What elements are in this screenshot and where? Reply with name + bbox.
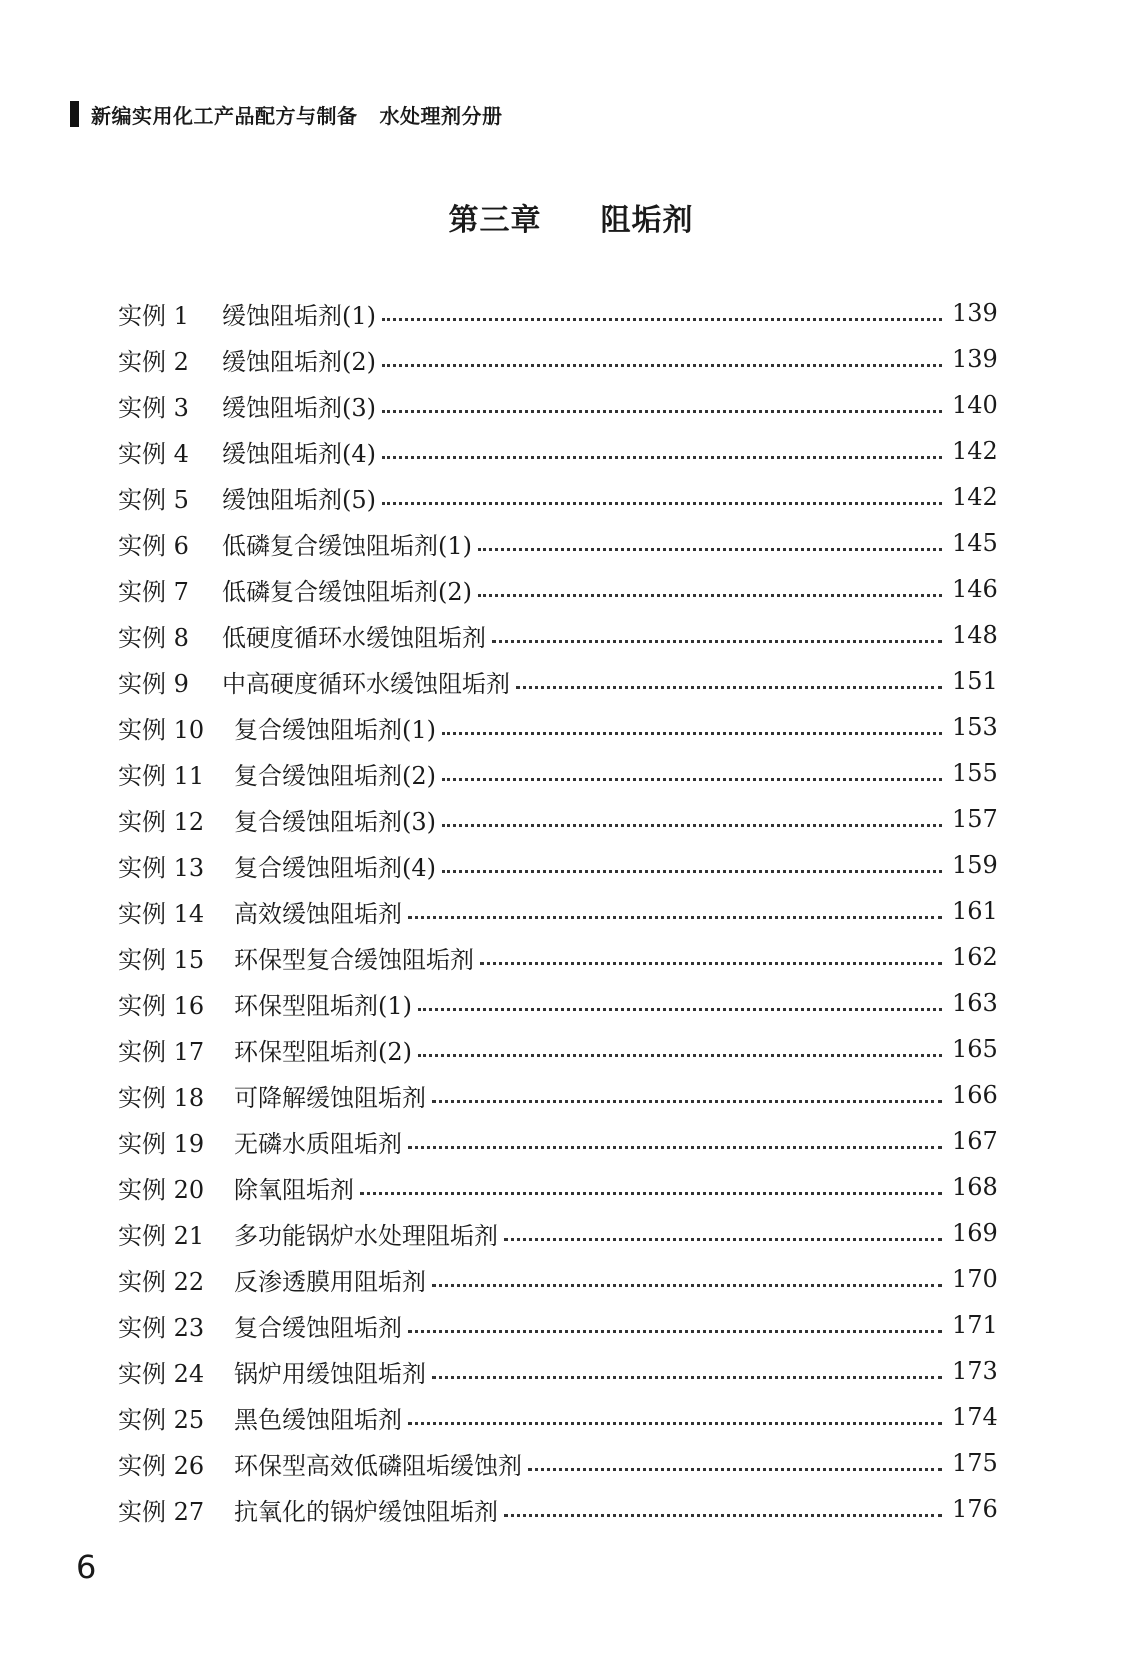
toc-entry-page: 140 [952,391,998,419]
toc-entry-number: 实例 12 [118,807,205,836]
toc-entry-number: 实例 7 [118,577,189,606]
toc-entry-title: 缓蚀阻垢剂(2) [222,347,376,376]
toc-dot-leader [442,869,942,873]
toc-entry-page: 146 [952,575,998,603]
toc-entry[interactable] [118,612,996,658]
toc-entry-title: 环保型高效低磷阻垢缓蚀剂 [234,1451,522,1480]
toc-entry[interactable] [118,750,996,796]
toc-entry-page: 139 [952,345,998,373]
toc-entry[interactable] [118,1210,996,1256]
toc-entry[interactable] [118,1394,996,1440]
toc-entry-page: 170 [952,1265,998,1293]
toc-dot-leader [382,455,942,459]
toc-entry-title: 抗氧化的锅炉缓蚀阻垢剂 [234,1497,498,1526]
toc-entry-title: 环保型阻垢剂(1) [234,991,412,1020]
toc-dot-leader [432,1283,942,1287]
toc-entry[interactable] [118,428,996,474]
toc-dot-leader [360,1191,942,1195]
book-title: 新编实用化工产品配方与制备 [91,103,358,128]
toc-entry-page: 155 [952,759,998,787]
toc-dot-leader [504,1513,942,1517]
toc-entry-number: 实例 23 [118,1313,205,1342]
toc-entry-title: 除氧阻垢剂 [234,1175,354,1204]
toc-dot-leader [504,1237,942,1241]
toc-entry-title: 缓蚀阻垢剂(5) [222,485,376,514]
toc-entry-title: 缓蚀阻垢剂(4) [222,439,376,468]
toc-entry-number: 实例 4 [118,439,189,468]
toc-entry[interactable] [118,1440,996,1486]
toc-entry-page: 171 [952,1311,998,1339]
toc-entry-page: 153 [952,713,998,741]
toc-dot-leader [408,1329,942,1333]
running-header [70,100,503,128]
toc-entry-number: 实例 21 [118,1221,205,1250]
toc-entry-page: 148 [952,621,998,649]
toc-entry-number: 实例 15 [118,945,205,974]
toc-entry-title: 多功能锅炉水处理阻垢剂 [234,1221,498,1250]
toc-entry-number: 实例 25 [118,1405,205,1434]
toc-entry-number: 实例 3 [118,393,189,422]
toc-entry-title: 可降解缓蚀阻垢剂 [234,1083,426,1112]
toc-entry[interactable] [118,1118,996,1164]
toc-entry-title: 复合缓蚀阻垢剂(2) [234,761,436,790]
toc-entry-number: 实例 5 [118,485,189,514]
toc-entry-page: 142 [952,437,998,465]
toc-entry-page: 145 [952,529,998,557]
toc-dot-leader [408,915,942,919]
toc-entry-number: 实例 6 [118,531,189,560]
toc-entry-title: 锅炉用缓蚀阻垢剂 [234,1359,426,1388]
toc-dot-leader [432,1375,942,1379]
toc-entry-number: 实例 22 [118,1267,205,1296]
toc-entry[interactable] [118,290,996,336]
toc-dot-leader [480,961,942,965]
toc-entry-number: 实例 2 [118,347,189,376]
toc-entry-number: 实例 13 [118,853,205,882]
toc-entry[interactable] [118,934,996,980]
chapter-heading [0,195,1142,239]
toc-entry-title: 复合缓蚀阻垢剂(4) [234,853,436,882]
toc-entry-page: 151 [952,667,998,695]
toc-entry[interactable] [118,1164,996,1210]
toc-entry-page: 174 [952,1403,998,1431]
toc-dot-leader [382,501,942,505]
toc-entry-page: 139 [952,299,998,327]
toc-entry-title: 复合缓蚀阻垢剂(1) [234,715,436,744]
toc-entry-page: 176 [952,1495,998,1523]
toc-entry[interactable] [118,474,996,520]
toc-entry-title: 无磷水质阻垢剂 [234,1129,402,1158]
toc-entry-number: 实例 14 [118,899,205,928]
toc-entry-title: 低磷复合缓蚀阻垢剂(1) [222,531,472,560]
toc-entry[interactable] [118,980,996,1026]
toc-entry-title: 缓蚀阻垢剂(3) [222,393,376,422]
toc-entry[interactable] [118,1256,996,1302]
toc-entry-number: 实例 27 [118,1497,205,1526]
toc-dot-leader [432,1099,942,1103]
toc-dot-leader [382,363,942,367]
toc-entry-page: 161 [952,897,998,925]
header-bar-mark [70,101,79,127]
toc-dot-leader [382,317,942,321]
toc-entry-title: 黑色缓蚀阻垢剂 [234,1405,402,1434]
toc-entry-title: 高效缓蚀阻垢剂 [234,899,402,928]
volume-title: 水处理剂分册 [379,103,503,128]
toc-dot-leader [442,823,942,827]
toc-entry-number: 实例 17 [118,1037,205,1066]
toc-dot-leader [418,1053,942,1057]
toc-entry-number: 实例 16 [118,991,205,1020]
toc-entry-title: 低磷复合缓蚀阻垢剂(2) [222,577,472,606]
toc-dot-leader [516,685,942,689]
toc-entry-title: 中高硬度循环水缓蚀阻垢剂 [222,669,510,698]
toc-entry[interactable] [118,1302,996,1348]
toc-dot-leader [478,547,942,551]
toc-entry-number: 实例 9 [118,669,189,698]
toc-dot-leader [442,731,942,735]
toc-dot-leader [382,409,942,413]
toc-entry-number: 实例 26 [118,1451,205,1480]
toc-entry[interactable] [118,704,996,750]
toc-entry-number: 实例 10 [118,715,205,744]
toc-entry-number: 实例 11 [118,761,205,790]
toc-dot-leader [418,1007,942,1011]
toc-entry[interactable] [118,1348,996,1394]
toc-entry[interactable] [118,1072,996,1118]
toc-entry-page: 173 [952,1357,998,1385]
toc-entry-page: 166 [952,1081,998,1109]
toc-dot-leader [492,639,942,643]
chapter-number: 第三章 [448,203,542,238]
toc-entry-page: 175 [952,1449,998,1477]
toc-entry[interactable] [118,888,996,934]
toc-entry[interactable] [118,566,996,612]
toc-entry-number: 实例 24 [118,1359,205,1388]
toc-entry-page: 159 [952,851,998,879]
toc-dot-leader [528,1467,942,1471]
toc-dot-leader [408,1145,942,1149]
chapter-name: 阻垢剂 [600,203,694,238]
toc-entry[interactable] [118,382,996,428]
toc-entry-title: 复合缓蚀阻垢剂(3) [234,807,436,836]
toc-entry-title: 环保型阻垢剂(2) [234,1037,412,1066]
toc-entry[interactable] [118,658,996,704]
toc-dot-leader [478,593,942,597]
toc-entry-number: 实例 8 [118,623,189,652]
toc-entry-page: 169 [952,1219,998,1247]
page-number: 6 [76,1548,97,1586]
toc-entry[interactable] [118,796,996,842]
toc-entry-page: 165 [952,1035,998,1063]
toc-entry-number: 实例 20 [118,1175,205,1204]
toc-entry-title: 反渗透膜用阻垢剂 [234,1267,426,1296]
toc-entry-page: 168 [952,1173,998,1201]
toc-entry-title: 复合缓蚀阻垢剂 [234,1313,402,1342]
toc-entry-page: 163 [952,989,998,1017]
toc-entry-number: 实例 19 [118,1129,205,1158]
toc-entry-number: 实例 18 [118,1083,205,1112]
toc-entry-title: 低硬度循环水缓蚀阻垢剂 [222,623,486,652]
toc-entry-title: 缓蚀阻垢剂(1) [222,301,376,330]
toc-entry-page: 157 [952,805,998,833]
toc-entry[interactable] [118,1486,996,1532]
toc-entry-page: 167 [952,1127,998,1155]
toc-entry-title: 环保型复合缓蚀阻垢剂 [234,945,474,974]
toc-entry-page: 142 [952,483,998,511]
toc-dot-leader [442,777,942,781]
toc-dot-leader [408,1421,942,1425]
toc-entry[interactable] [118,336,996,382]
toc-entry-number: 实例 1 [118,301,189,330]
toc-entry[interactable] [118,842,996,888]
toc-entry[interactable] [118,520,996,566]
toc-entry[interactable] [118,1026,996,1072]
toc-entry-page: 162 [952,943,998,971]
table-of-contents [118,290,996,1532]
